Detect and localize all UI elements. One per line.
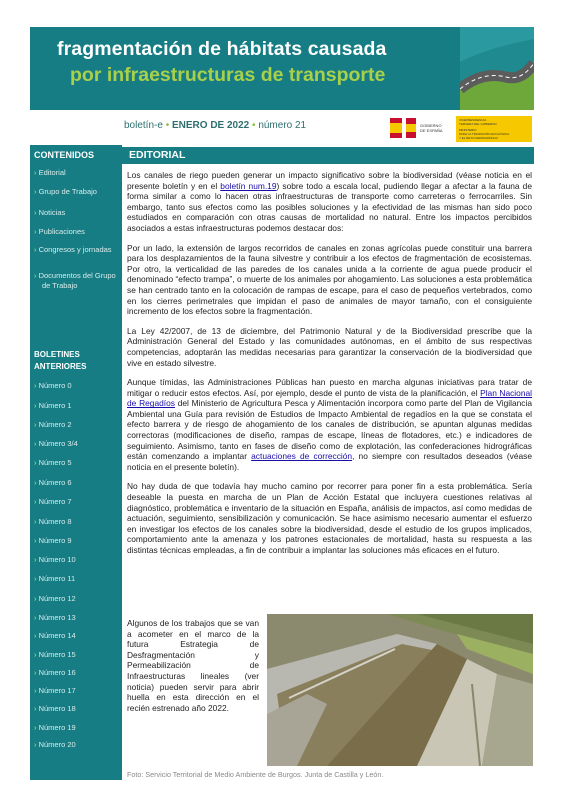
sidebar: [30, 145, 122, 780]
gobierno-label: GOBIERNO: [420, 123, 442, 128]
paragraph-2: Por un lado, la extensión de largos recorridos de canales en zonas agrícolas puede constituir una barrera para los desplazamientos de la fauna silvestre y contribuir a los efectos de fragmentación de ecosistemas. Por otro, la verticalidad de las paredes de los canales unida a la corriente de agua puede producir el denominado “efecto trampa”, o muerte de los animales por ahogamiento. Las soluciones a esta problemática se han centrado tanto en la colocación de rampas de escape, para el caso de pequeños vertebrados, como en los cierres perimetrales que impidan el paso de animales de mayor tamaño, con el consiguiente incremento de los efectos sobre la fragmentación.: [127, 242, 532, 317]
canal-photo: [267, 614, 533, 766]
banner-title-line2: por infraestructuras de transporte: [70, 64, 386, 86]
sidebar-item-editorial[interactable]: › Editorial: [34, 168, 66, 177]
ministry-line-1: VICEPRESIDENCIA: [459, 118, 487, 122]
ministry-line-5: Y EL RETO DEMOGRÁFICO: [459, 136, 498, 140]
bulletin-info: boletín-e • ENERO DE 2022 • número 21: [124, 120, 307, 131]
ministry-line-4: PARA LA TRANSICIÓN ECOLÓGICA: [459, 132, 510, 136]
sidebar-item-congresos[interactable]: › Congresos y jornadas: [34, 245, 112, 254]
sidebar-item-noticias[interactable]: › Noticias: [34, 208, 66, 217]
editorial-heading-bar: [122, 147, 534, 164]
archive-item-6[interactable]: › Número 6: [34, 478, 72, 487]
link-plan-nacional-regadios[interactable]: Plan Nacional de Regadíos: [127, 387, 532, 409]
government-logo: [388, 114, 532, 144]
banner-title-line1: fragmentación de hábitats causada: [57, 38, 387, 60]
espana-label: DE ESPAÑA: [420, 128, 443, 133]
editorial-body: [127, 170, 532, 565]
archive-item-14[interactable]: › Número 14: [34, 631, 76, 640]
archive-item-2[interactable]: › Número 2: [34, 420, 72, 429]
archive-item-15[interactable]: › Número 15: [34, 650, 76, 659]
archive-item-5[interactable]: › Número 5: [34, 458, 72, 467]
bulletin-number: número 21: [258, 120, 307, 131]
bulletin-prefix: boletín-e: [124, 120, 163, 131]
paragraph-5: No hay duda de que todavía hay mucho camino por recorrer para poner fin a esta problemática. Sería deseable la puesta en marcha de un Plan de Acción Estatal que incluyera cuestiones relativas al diagnóstico, problemática e inventario de la situación en España, análisis de impactos, así como medidas de actuación, seguimiento, sensibilización y comunicación. Se hace asimismo necesario aumentar el esfuerzo en investigar los efectos de los canales sobre la biodiversidad, desde el estudio de los grupos implicados, comportamiento ante la amenaza y los patrones estacionales de mortalidad, hasta su respuesta a las distintas técnicas empleadas, a fin de contribuir a implantar las soluciones más eficaces en el futuro.: [127, 481, 532, 555]
archive-item-10[interactable]: › Número 10: [34, 555, 76, 564]
photo-caption: Foto: Servicio Territorial de Medio Ambiente de Burgos. Junta de Castilla y León.: [127, 770, 384, 779]
archive-item-20[interactable]: › Número 20: [34, 740, 76, 749]
paragraph-6: Algunos de los trabajos que se van a acometer en el marco de la futura Estrategia de Desfragmentación y Permeabilización de Infraestructuras lineales (ver noticia) pueden servir para abrir huella en esta dirección en el recién estrenado año 2022.: [127, 618, 259, 713]
archive-item-12[interactable]: › Número 12: [34, 594, 76, 603]
archive-item-19[interactable]: › Número 19: [34, 723, 76, 732]
sidebar-item-publicaciones[interactable]: › Publicaciones: [34, 227, 85, 236]
archive-item-7[interactable]: › Número 7: [34, 497, 72, 506]
link-actuaciones-correccion[interactable]: actuaciones de corrección: [251, 451, 353, 462]
archive-item-8[interactable]: › Número 8: [34, 517, 72, 526]
ministry-line-2: TERCERA DEL GOBIERNO: [459, 122, 497, 126]
sidebar-item-grupo-de-trabajo[interactable]: › Grupo de Trabajo: [34, 187, 97, 196]
archive-item-13[interactable]: › Número 13: [34, 613, 76, 622]
road-logo-icon: [460, 27, 534, 110]
editorial-heading: EDITORIAL: [129, 149, 186, 161]
sidebar-item-documentos[interactable]: › Documentos del Grupo de Trabajo: [34, 271, 116, 290]
ministry-line-3: MINISTERIO: [459, 128, 477, 132]
archive-item-17[interactable]: › Número 17: [34, 686, 76, 695]
archive-item-11[interactable]: › Número 11: [34, 574, 76, 583]
link-boletin-19[interactable]: boletín num.19: [220, 180, 277, 191]
archive-item-9[interactable]: › Número 9: [34, 536, 72, 545]
archive-item-18[interactable]: › Número 18: [34, 704, 76, 713]
archive-item-3-4[interactable]: › Número 3/4: [34, 439, 78, 448]
paragraph-3: La Ley 42/2007, de 13 de diciembre, del Patrimonio Natural y de la Biodiversidad prescribe que la Administración General del Estado y las comunidades autónomas, en el ámbito de sus respectivas competencias, adoptarán las medidas necesarias para garantizar la conservación de la biodiversidad que vive en estado silvestre.: [127, 325, 532, 368]
contents-heading: CONTENIDOS: [34, 150, 95, 160]
archive-item-1[interactable]: › Número 1: [34, 401, 72, 410]
bulletin-info-bar: [122, 114, 534, 144]
archive-heading: BOLETINES ANTERIORES: [34, 350, 87, 371]
bulletin-date: ENERO DE 2022: [171, 120, 250, 131]
paragraph-4: Aunque tímidas, las Administraciones Públicas han puesto en marcha algunas iniciativas para tratar de mitigar o reducir estos efectos. Así, por ejemplo, desde el punto de vista de la planificación, el Plan Nacional de Regadíos del Ministerio de Agricultura Pesca y Alimentación incorpora como parte del Plan de Vigilancia Ambiental una Guía para revisión de Estudios de Impacto Ambiental de regadíos en la que se constata el efecto barrera y de riesgo de ahogamiento de los canales de distribución, se apuntan algunas medidas correctoras (modificaciones de diseño, rampas de escape, líneas de flotadores, etc.) e indicadores de seguimiento. Asimismo, tanto en fases de diseño como de explotación, las confederaciones hidrográficas están comenzando a implantar actuaciones de corrección, no siempre con resultados deseados (véase noticia en el presente boletín).: [127, 377, 532, 472]
archive-item-16[interactable]: › Número 16: [34, 668, 76, 677]
header-banner: [30, 27, 534, 110]
paragraph-1: Los canales de riego pueden generar un impacto significativo sobre la biodiversidad (véase noticia en el presente boletín y en el boletín num.19) sobre todo a escala local, pudiendo llegar a afectar a la fauna de forma similar a como lo hacen otras infraestructuras de transporte como carreteras o ferrocarriles. Sin embargo, tanto sus efectos como las posibles soluciones y la efectividad de las mismas han sido poco estudiados en comparación con otras causas de mortalidad no natural. Entre los impactos percibidos asociados a estas infraestructuras podemos destacar dos:: [127, 170, 532, 233]
archive-item-0[interactable]: › Número 0: [34, 381, 72, 390]
